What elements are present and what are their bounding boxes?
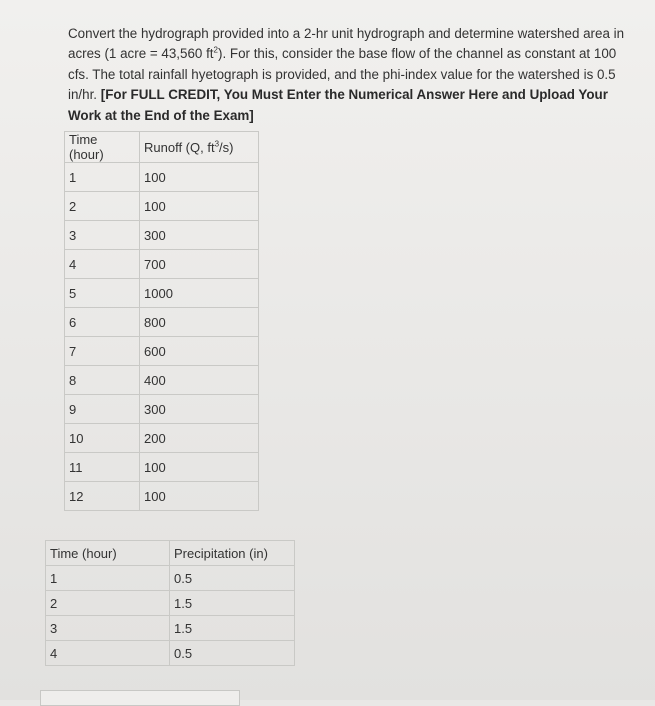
header-time: Time (hour) xyxy=(46,541,170,566)
runoff-cell: 100 xyxy=(140,482,259,511)
table-row xyxy=(65,424,259,453)
time-cell: 10 xyxy=(65,424,140,453)
precip-cell: 0.5 xyxy=(170,566,295,591)
precip-cell: 1.5 xyxy=(170,591,295,616)
table-row xyxy=(65,163,259,192)
table-row xyxy=(46,591,295,616)
time-cell: 4 xyxy=(65,250,140,279)
precip-cell: 1.5 xyxy=(170,616,295,641)
header-runoff-sup: 3 xyxy=(214,139,220,149)
time-cell: 8 xyxy=(65,366,140,395)
time-cell: 3 xyxy=(65,221,140,250)
table-row xyxy=(46,616,295,641)
table-row xyxy=(65,482,259,511)
runoff-cell: 100 xyxy=(140,163,259,192)
runoff-cell: 600 xyxy=(140,337,259,366)
time-cell: 2 xyxy=(65,192,140,221)
runoff-cell: 700 xyxy=(140,250,259,279)
time-cell: 1 xyxy=(65,163,140,192)
question-instruction: [For FULL CREDIT, You Must Enter the Numerical Answer Here and Upload Your Work at the End of the Exam] xyxy=(68,87,608,123)
time-cell: 7 xyxy=(65,337,140,366)
table-row xyxy=(65,192,259,221)
runoff-cell: 800 xyxy=(140,308,259,337)
table-row xyxy=(65,395,259,424)
runoff-cell: 1000 xyxy=(140,279,259,308)
runoff-header-row xyxy=(65,132,259,163)
time-cell: 6 xyxy=(65,308,140,337)
table-row xyxy=(65,250,259,279)
time-cell: 1 xyxy=(46,566,170,591)
answer-input[interactable] xyxy=(40,690,240,706)
superscript-2: 2 xyxy=(213,45,218,55)
question-text xyxy=(68,24,638,126)
header-runoff xyxy=(140,132,259,163)
table-row xyxy=(65,308,259,337)
time-cell: 2 xyxy=(46,591,170,616)
time-cell: 12 xyxy=(65,482,140,511)
table-row xyxy=(65,221,259,250)
header-precipitation: Precipitation (in) xyxy=(170,541,295,566)
header-runoff-prefix: Runoff (Q, ft xyxy=(144,139,215,155)
time-cell: 3 xyxy=(46,616,170,641)
runoff-cell: 400 xyxy=(140,366,259,395)
time-cell: 5 xyxy=(65,279,140,308)
time-cell: 4 xyxy=(46,641,170,666)
precipitation-table xyxy=(45,540,295,666)
runoff-cell: 300 xyxy=(140,395,259,424)
header-runoff-suffix: /s) xyxy=(219,139,234,155)
table-row xyxy=(65,337,259,366)
question-body-1: Convert the hydrograph provided into a 2-hr unit hydrograph and determine watershed area in acres (1 acre = 43,560 ft xyxy=(68,26,625,62)
table-row xyxy=(65,453,259,482)
table-row xyxy=(46,566,295,591)
question-body-2: ). For this, consider the base flow of the channel as constant at 100 cfs. The total rainfall hyetograph is provided, and the phi-index value for the watershed is 0.5 in/hr. xyxy=(68,46,617,103)
table-row xyxy=(46,641,295,666)
runoff-cell: 200 xyxy=(140,424,259,453)
time-cell: 11 xyxy=(65,453,140,482)
table-row xyxy=(65,279,259,308)
header-time: Time (hour) xyxy=(65,132,140,163)
precip-header-row xyxy=(46,541,295,566)
runoff-table xyxy=(64,131,259,511)
precip-cell: 0.5 xyxy=(170,641,295,666)
runoff-cell: 300 xyxy=(140,221,259,250)
runoff-cell: 100 xyxy=(140,192,259,221)
time-cell: 9 xyxy=(65,395,140,424)
table-row xyxy=(65,366,259,395)
runoff-cell: 100 xyxy=(140,453,259,482)
